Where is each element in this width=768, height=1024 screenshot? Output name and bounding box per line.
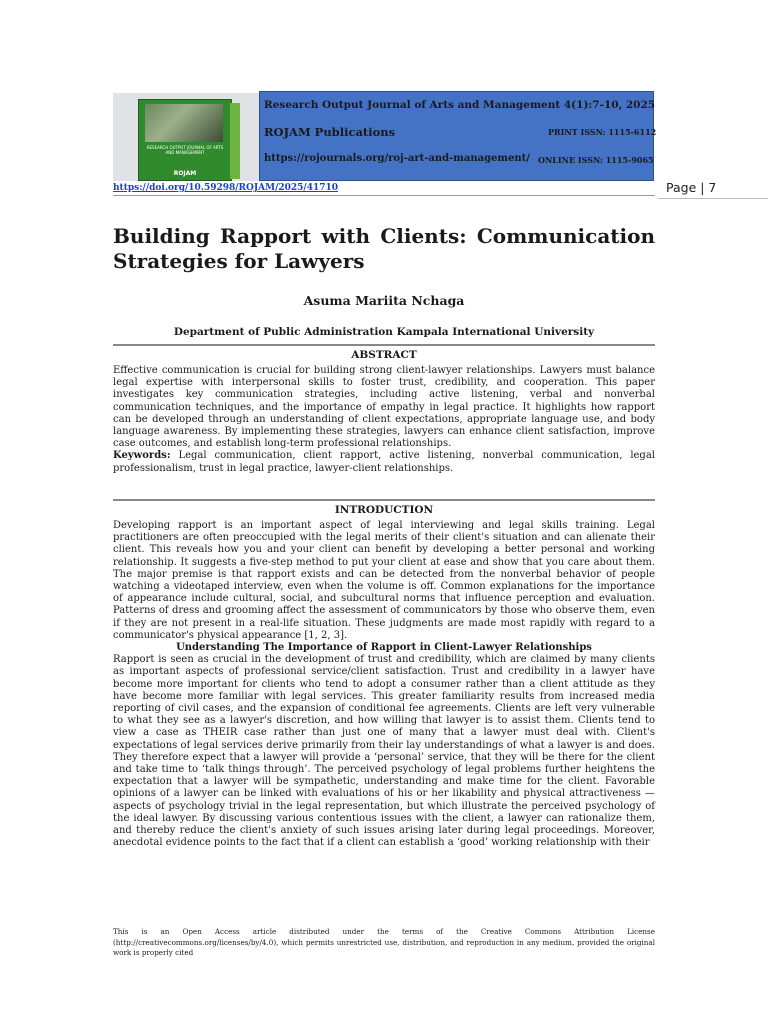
header-divider <box>113 195 655 196</box>
introduction-text: Developing rapport is an important aspect of legal interviewing and legal skills training. Legal practitioners are often preoccupied with the legal merits of their client's situation and can alienate their client. This reveals how you and your client can benefit by developing a better personal and working relationship. It suggests a five-step method to put your client at ease and show that you care about them. The major premise is that rapport exists and can be detected from the nonverbal behavior of people watching a videotaped interview, even when the volume is off. Common explanations for the importance of appearance include cultural, social, and subcultural norms that influence perception and evaluation. Patterns of dress and grooming affect the assessment of communicators by those who observe them, even if they are not present in a real-life situation. These judgments are made most rapidly with regard to a communicator's physical appearance [1, 2, 3]. <box>113 520 655 641</box>
keywords-text: Legal communication, client rapport, active listening, nonverbal communication, legal professionalism, trust in legal practice, lawyer-client relationships. <box>113 450 655 474</box>
print-issn: PRINT ISSN: 1115-6112 <box>548 127 657 137</box>
book-cover <box>138 99 232 181</box>
introduction-body <box>113 520 655 849</box>
publisher: ROJAM Publications <box>264 125 396 139</box>
keywords-label: Keywords: <box>113 450 171 462</box>
introduction-heading: INTRODUCTION <box>334 504 434 516</box>
cover-brand: ROJAM <box>173 170 197 177</box>
section-text: Rapport is seen as crucial in the development of trust and credibility, which are claimed by many clients as important aspects of professional service/client satisfaction. Trust and credibility in a lawyer have become more important for clients who tend to adopt a consumer rather than a client attitude as they have become more familiar with legal services. This greater familiarity results from increased media reporting of civil cases, and the expansion of conditional fee agreements. Clients are left very vulnerable to what they see as a lawyer's discretion, and how willing that lawyer is to assist them. Clients tend to view a case as THEIR case rather than just one of many that a lawyer must deal with. Client's expectations of legal services derive primarily from their lay understandings of what a lawyer is and does. They therefore expect that a lawyer will provide a ‘personal’ service, that they will be there for the client and take time to ‘talk things through’. The perceived psychology of legal problems further heightens the expectation that a lawyer will be sympathetic, understanding and make time for the client. Favorable opinions of a lawyer can be linked with evaluations of his or her likability and physical attractiveness — aspects of psychology trivial in the legal representation, but which illustrate the perceived psychology of the ideal lawyer. By discussing various contentious issues with the client, a lawyer can rationalize them, and thereby reduce the client's anxiety of such issues arising later during legal proceedings. Moreover, anecdotal evidence points to the fact that if a client can establish a ‘good’ working relationship with their <box>113 654 655 849</box>
section-subheading: Understanding The Importance of Rapport in Client-Lawyer Relationships <box>176 642 592 654</box>
cover-photo <box>145 104 223 142</box>
abstract-body <box>113 365 655 475</box>
abstract-heading: ABSTRACT <box>351 349 417 361</box>
journal-url[interactable]: https://rojournals.org/roj-art-and-management/ <box>264 153 530 164</box>
paper-title <box>113 224 655 274</box>
journal-line: Research Output Journal of Arts and Management 4(1):7-10, 2025 <box>264 99 656 111</box>
cover-title: RESEARCH OUTPUT JOURNAL OF ARTS AND MANAGEMENT <box>146 145 224 155</box>
page-number: Page | 7 <box>658 180 768 199</box>
author-affiliation: Department of Public Administration Kampala International University <box>173 326 595 338</box>
journal-cover-image <box>113 93 259 181</box>
title-line-1: Building Rapport with Clients: Communication <box>113 224 655 248</box>
journal-header-banner <box>259 91 657 181</box>
abstract-top-rule <box>113 344 655 346</box>
author-name: Asuma Mariita Nchaga <box>303 293 465 308</box>
doi-link[interactable]: https://doi.org/10.59298/ROJAM/2025/41710 <box>113 183 338 193</box>
intro-top-rule <box>113 499 655 501</box>
title-line-2: Strategies for Lawyers <box>113 249 365 273</box>
abstract-text: Effective communication is crucial for building strong client-lawyer relationships. Lawyers must balance legal expertise with interpersonal skills to foster trust, credibility, and cooperation. This paper investigates key communication strategies, including active listening, verbal and nonverbal communication techniques, and the importance of empathy in legal practice. It highlights how rapport can be developed through an understanding of client expectations, appropriate language use, and body language awareness. By implementing these strategies, lawyers can enhance client satisfaction, improve case outcomes, and establish long-term professional relationships. <box>113 365 655 450</box>
keywords <box>113 450 655 474</box>
book-spine <box>230 103 240 179</box>
online-issn: ONLINE ISSN: 1115-9065 <box>538 155 654 165</box>
license-footer: This is an Open Access article distributed under the terms of the Creative Commons Attribution License (http://creativecommons.org/licenses/by/4.0), which permits unrestricted use, distribution, and reproduction in any medium, provided the original work is properly cited <box>113 927 655 957</box>
